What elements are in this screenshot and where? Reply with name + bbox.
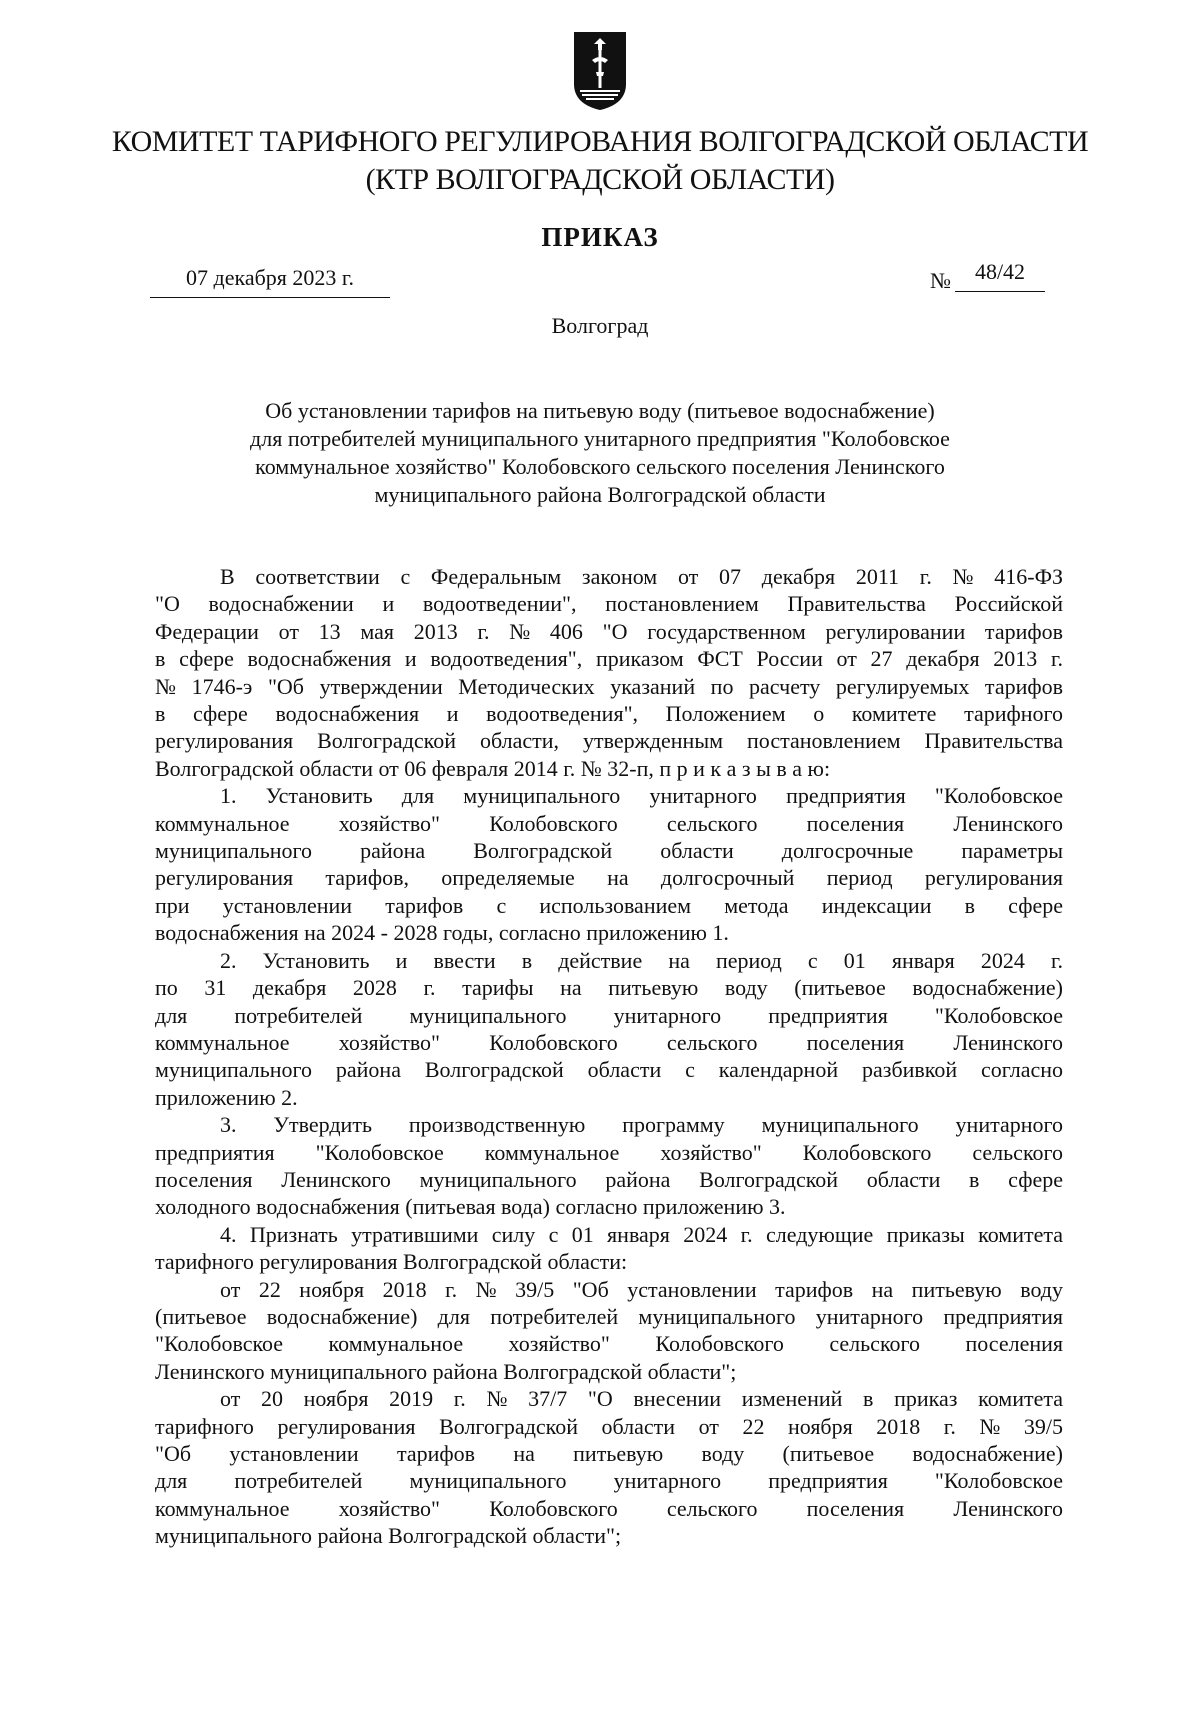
body-line: муниципального района Волгоградской области"; [155, 1523, 622, 1549]
body-line: для потребителей муниципального унитарного предприятия "Колобовское [155, 1002, 1063, 1028]
body-paragraph-item-1 [155, 782, 1063, 946]
number-sign: № [930, 268, 951, 293]
body-line: холодного водоснабжения (питьевая вода) согласно приложению 3. [155, 1194, 786, 1220]
body-line: В соответствии с Федеральным законом от 07 декабря 2011 г. № 416-ФЗ [220, 564, 1063, 589]
subject-line: коммунальное хозяйство" Колобовского сельского поселения Ленинского [255, 454, 945, 479]
document-subject [0, 397, 1200, 509]
body-line: (питьевое водоснабжение) для потребителей муниципального унитарного предприятия [155, 1303, 1063, 1329]
body-line: водоснабжения на 2024 - 2028 годы, согласно приложению 1. [155, 920, 729, 946]
subject-line: Об установлении тарифов на питьевую воду (питьевое водоснабжение) [265, 398, 935, 423]
body-line: регулирования тарифов, определяемые на долгосрочный период регулирования [155, 865, 1063, 891]
body-line: при установлении тарифов с использованием метода индексации в сфере [155, 892, 1063, 918]
body-line: 2. Установить и ввести в действие на период с 01 января 2024 г. [220, 947, 1063, 973]
body-line: "Колобовское коммунальное хозяйство" Колобовского сельского поселения [155, 1331, 1063, 1357]
body-line: № 1746-э "Об утверждении Методических указаний по расчету регулируемых тарифов [155, 673, 1063, 699]
organization-title: КОМИТЕТ ТАРИФНОГО РЕГУЛИРОВАНИЯ ВОЛГОГРАДСКОЙ ОБЛАСТИ [111, 125, 1089, 158]
document-city: Волгоград [551, 313, 649, 338]
subject-line: для потребителей муниципального унитарного предприятия "Колобовское [250, 426, 950, 451]
body-line: коммунальное хозяйство" Колобовского сельского поселения Ленинского [155, 1495, 1063, 1521]
document-body [155, 563, 1063, 1550]
body-line: от 22 ноября 2018 г. № 39/5 "Об установлении тарифов на питьевую воду [220, 1276, 1063, 1302]
body-line: 3. Утвердить производственную программу муниципального унитарного [220, 1112, 1063, 1138]
volgograd-emblem-icon [572, 30, 628, 112]
number-value: 48/42 [955, 257, 1045, 292]
body-paragraph-repealed-order-1 [155, 1276, 1063, 1386]
body-line: тарифного регулирования Волгоградской области: [155, 1249, 628, 1275]
body-paragraph-repealed-order-2 [155, 1385, 1063, 1549]
document-date: 07 декабря 2023 г. [150, 263, 390, 298]
body-line: 4. Признать утратившими силу с 01 января 2024 г. следующие приказы комитета [220, 1221, 1063, 1247]
body-paragraph-item-2 [155, 947, 1063, 1111]
document-number [930, 259, 1045, 298]
body-line: в сфере водоснабжения и водоотведения", Положением о комитете тарифного [155, 701, 1063, 727]
body-line: "Об установлении тарифов на питьевую воду (питьевое водоснабжение) [155, 1441, 1063, 1466]
body-line: Федерации от 13 мая 2013 г. № 406 "О государственном регулировании тарифов [155, 618, 1063, 644]
body-line: по 31 декабря 2028 г. тарифы на питьевую воду (питьевое водоснабжение) [155, 975, 1063, 1001]
body-line: поселения Ленинского муниципального района Волгоградской области в сфере [155, 1166, 1063, 1192]
body-line: Ленинского муниципального района Волгоградской области"; [155, 1358, 737, 1384]
body-line: коммунальное хозяйство" Колобовского сельского поселения Ленинского [155, 1029, 1063, 1055]
body-paragraph-preamble [155, 563, 1063, 782]
body-line: для потребителей муниципального унитарного предприятия "Колобовское [155, 1468, 1063, 1494]
body-line: коммунальное хозяйство" Колобовского сельского поселения Ленинского [155, 810, 1063, 836]
body-line: приложению 2. [155, 1084, 298, 1110]
body-line: регулирования Волгоградской области, утвержденным постановлением Правительства [155, 728, 1063, 754]
body-line: предприятия "Колобовское коммунальное хозяйство" Колобовского сельского [155, 1139, 1063, 1165]
body-paragraph-item-4 [155, 1221, 1063, 1276]
body-line: 1. Установить для муниципального унитарного предприятия "Колобовское [220, 783, 1063, 809]
body-line: муниципального района Волгоградской области с календарной разбивкой согласно [155, 1057, 1063, 1083]
body-line: муниципального района Волгоградской области долгосрочные параметры [155, 838, 1063, 864]
body-line: в сфере водоснабжения и водоотведения", приказом ФСТ России от 27 декабря 2013 г. [155, 646, 1063, 672]
body-line: от 20 ноября 2019 г. № 37/7 "О внесении изменений в приказ комитета [220, 1386, 1063, 1412]
subject-line: муниципального района Волгоградской области [374, 482, 826, 507]
document-type: ПРИКАЗ [541, 222, 659, 252]
organization-abbreviation: (КТР ВОЛГОГРАДСКОЙ ОБЛАСТИ) [365, 163, 835, 196]
body-line: Волгоградской области от 06 февраля 2014 г. № 32-п, п р и к а з ы в а ю: [155, 755, 831, 781]
body-paragraph-item-3 [155, 1111, 1063, 1221]
body-line: "О водоснабжении и водоотведении", постановлением Правительства Российской [155, 591, 1063, 617]
body-line: тарифного регулирования Волгоградской области от 22 ноября 2018 г. № 39/5 [155, 1413, 1063, 1439]
